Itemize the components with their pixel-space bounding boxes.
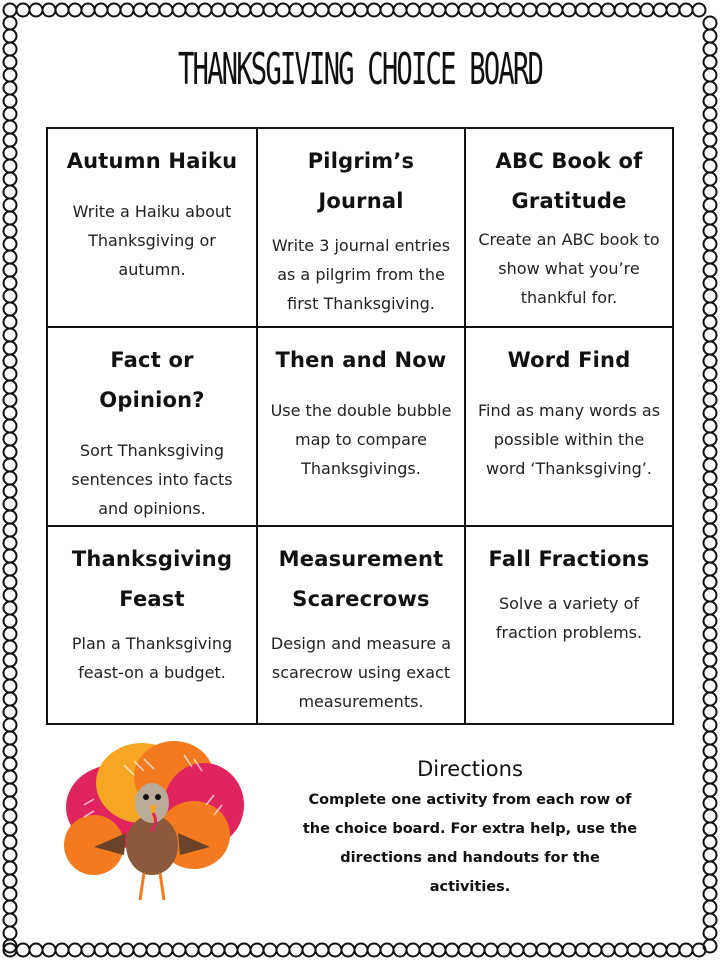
cell-description: Plan a Thanksgiving feast-on a budget. <box>71 634 233 682</box>
choice-board <box>46 127 674 725</box>
turkey-icon <box>54 735 254 905</box>
board-cell-measurement-scarecrows <box>258 527 466 723</box>
cell-title: Word Find <box>507 348 631 372</box>
board-cell-autumn-haiku <box>48 129 258 328</box>
page-title: THANKSGIVING CHOICE BOARD <box>177 44 543 95</box>
directions-section <box>300 752 640 902</box>
board-cell-then-and-now <box>258 328 466 527</box>
turkey-body-icon <box>126 815 178 875</box>
cell-description: Write 3 journal entries as a pilgrim from the first Thanksgiving. <box>271 236 451 313</box>
cell-description: Write a Haiku about Thanksgiving or autumn. <box>72 202 232 279</box>
board-cell-fact-or-opinion <box>48 328 258 527</box>
cell-title: Measurement Scarecrows <box>278 547 444 611</box>
cell-title: Thanksgiving Feast <box>71 547 233 611</box>
cell-title: ABC Book of Gratitude <box>495 149 643 213</box>
cell-title: Fall Fractions <box>488 547 650 571</box>
cell-description: Solve a variety of fraction problems. <box>495 594 643 642</box>
cell-description: Sort Thanksgiving sentences into facts and opinions. <box>71 441 233 518</box>
cell-title: Autumn Haiku <box>66 149 238 173</box>
cell-title: Then and Now <box>275 348 447 372</box>
board-cell-abc-book <box>466 129 672 328</box>
directions-text: Complete one activity from each row of the choice board. For extra help, use the directions and handouts for the activities. <box>302 792 638 895</box>
cell-title: Pilgrim’s Journal <box>307 149 415 213</box>
cell-description: Use the double bubble map to compare Thanksgivings. <box>270 401 452 478</box>
directions-title: Directions <box>417 757 523 781</box>
board-cell-pilgrims-journal <box>258 129 466 328</box>
cell-description: Create an ABC book to show what you’re thankful for. <box>478 230 660 307</box>
cell-description: Find as many words as possible within the word ‘Thanksgiving’. <box>477 401 661 478</box>
board-cell-fall-fractions <box>466 527 672 723</box>
board-cell-word-find <box>466 328 672 527</box>
cell-title: Fact or Opinion? <box>99 348 205 412</box>
cell-description: Design and measure a scarecrow using exact measurements. <box>270 634 452 711</box>
board-cell-thanksgiving-feast <box>48 527 258 723</box>
